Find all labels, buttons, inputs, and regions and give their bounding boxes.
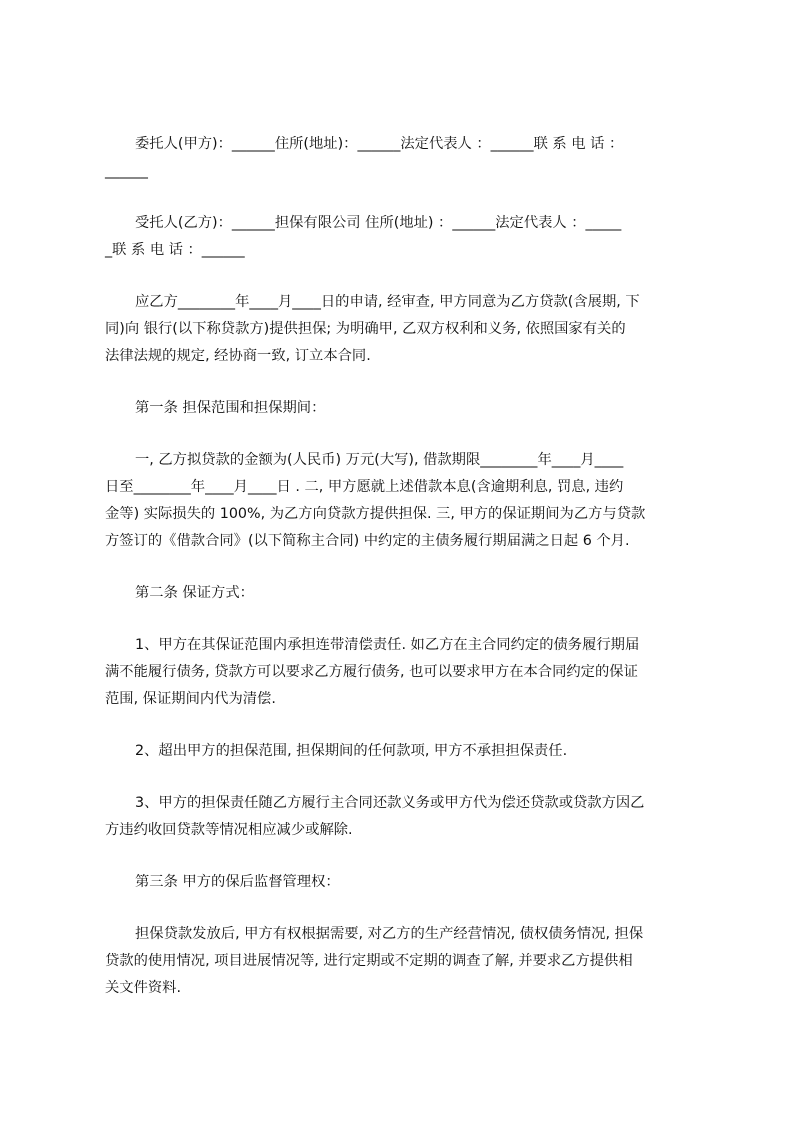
paragraph-article-1-heading: [105, 395, 700, 422]
text-line: 担保贷款发放后, 甲方有权根据需要, 对乙方的生产经营情况, 债权债务情况, 担保: [135, 926, 644, 942]
paragraph-article-2-item-2: [105, 738, 700, 765]
text-line: 一, 乙方拟贷款的金额为(人民币) 万元(大写), 借款期限________年____月____: [135, 452, 624, 468]
text-line: 第二条 保证方式：: [135, 585, 254, 601]
text-line: 方签订的《借款合同》(以下简称主合同) 中约定的主债务履行期届满之日起 6 个月.: [105, 533, 630, 549]
text-line: 金等) 实际损失的 100%, 为乙方向贷款方提供担保. 三, 甲方的保证期间为乙方与贷款: [105, 506, 646, 522]
text-line: _联 系 电 话 ：______: [105, 242, 245, 258]
text-line: 方违约收回贷款等情况相应减少或解除.: [105, 822, 353, 838]
text-line: 应乙方________年____月____日的申请, 经审查, 甲方同意为乙方贷款(含展期, 下: [135, 294, 640, 310]
paragraph-preamble: [105, 289, 700, 370]
text-line: 同)向 银行(以下称贷款方)提供担保; 为明确甲, 乙双方权利和义务, 依照国家有关的: [105, 321, 626, 337]
text-line: 贷款的使用情况, 项目进展情况等, 进行定期或不定期的调查了解, 并要求乙方提供相: [105, 953, 633, 969]
paragraph-principal-party-a: [105, 131, 700, 185]
paragraph-article-1-body: [105, 447, 700, 555]
text-line: 第一条 担保范围和担保期间：: [135, 400, 326, 416]
text-line: 满不能履行债务, 贷款方可以要求乙方履行债务, 也可以要求甲方在本合同约定的保证: [105, 664, 638, 680]
paragraph-article-3-heading: [105, 869, 700, 896]
paragraph-article-2-heading: [105, 580, 700, 607]
text-line: 关文件资料.: [105, 980, 182, 996]
text-line: 法律法规的规定, 经协商一致, 订立本合同.: [105, 348, 371, 364]
text-line: 1、甲方在其保证范围内承担连带清偿责任. 如乙方在主合同约定的债务履行期届: [135, 637, 640, 653]
paragraph-article-2-item-3: [105, 790, 700, 844]
text-line: 2、超出甲方的担保范围, 担保期间的任何款项, 甲方不承担担保责任.: [135, 743, 568, 759]
text-line: ______: [105, 163, 148, 179]
text-line: 第三条 甲方的保后监督管理权：: [135, 874, 340, 890]
paragraph-article-2-item-1: [105, 632, 700, 713]
contract-page: [105, 131, 700, 1027]
paragraph-trustee-party-b: [105, 210, 700, 264]
text-line: 委托人(甲方)：______住所(地址)：______法定代表人 ：______联 系 电 话 ：: [135, 136, 624, 152]
text-line: 3、甲方的担保责任随乙方履行主合同还款义务或甲方代为偿还贷款或贷款方因乙: [135, 795, 645, 811]
text-line: 范围, 保证期间内代为清偿.: [105, 691, 276, 707]
paragraph-article-3-body: [105, 921, 700, 1002]
text-line: 日至________年____月____日 . 二, 甲方愿就上述借款本息(含逾期利息, 罚息, 违约: [105, 479, 624, 495]
text-line: 受托人(乙方)：______担保有限公司 住所(地址) ：______法定代表人 ：_____: [135, 215, 622, 231]
